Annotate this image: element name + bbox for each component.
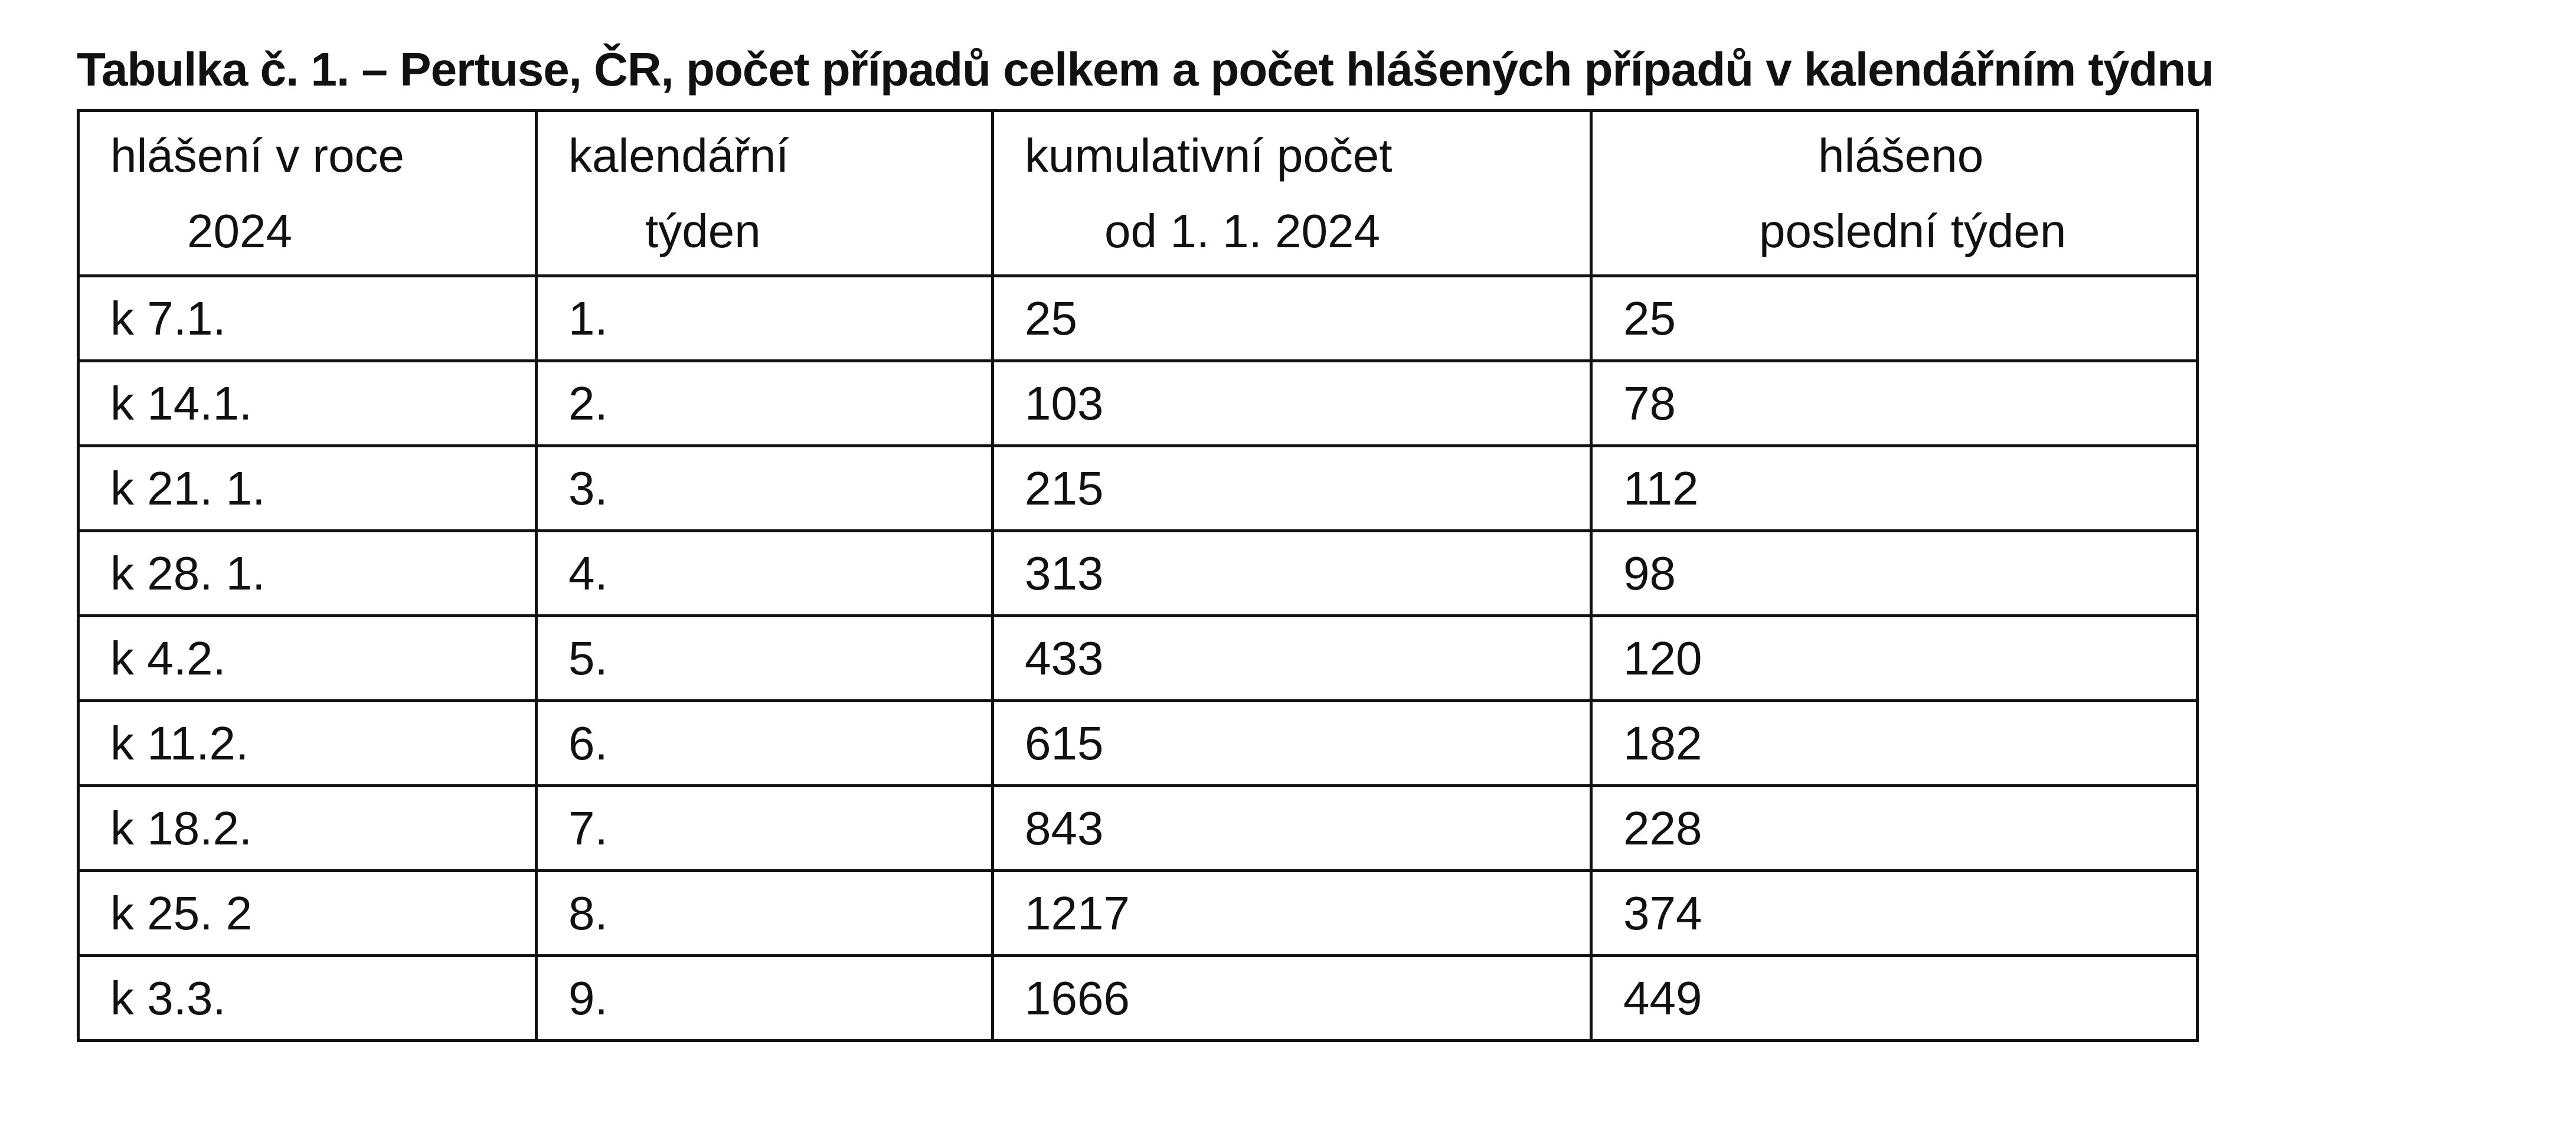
table-row [79,361,2198,446]
table-row [79,871,2198,956]
cell-report-date: k 14.1. [79,361,537,446]
cell-report-date: k 21. 1. [79,446,537,531]
cell-cumulative: 1217 [993,871,1591,956]
header-calendar-week-line2: týden [645,204,761,257]
header-calendar-week [537,111,993,276]
table-row [79,956,2198,1041]
cell-last-week: 374 [1591,871,2198,956]
cell-report-date: k 3.3. [79,956,537,1041]
cell-last-week: 120 [1591,616,2198,701]
cell-report-date: k 25. 2 [79,871,537,956]
cell-cumulative: 215 [993,446,1591,531]
table-row [79,276,2198,361]
cell-report-date: k 28. 1. [79,531,537,616]
cell-cumulative: 615 [993,701,1591,786]
cell-report-date: k 18.2. [79,786,537,871]
cell-week: 4. [537,531,993,616]
cell-cumulative: 103 [993,361,1591,446]
cell-week: 1. [537,276,993,361]
cell-last-week: 228 [1591,786,2198,871]
header-report-year-line1: hlášení v roce [110,129,405,182]
table-row [79,446,2198,531]
cell-week: 9. [537,956,993,1041]
table-row [79,616,2198,701]
header-reported-last-week-line2: poslední týden [1759,204,2067,257]
cell-last-week: 98 [1591,531,2198,616]
header-reported-last-week [1591,111,2198,276]
cell-cumulative: 1666 [993,956,1591,1041]
header-cumulative-count [993,111,1591,276]
header-cumulative-count-line2: od 1. 1. 2024 [1104,204,1381,257]
table-row [79,786,2198,871]
cell-week: 2. [537,361,993,446]
table-header-row [79,111,2198,276]
cell-report-date: k 7.1. [79,276,537,361]
cell-last-week: 449 [1591,956,2198,1041]
cell-week: 3. [537,446,993,531]
pertussis-table [77,109,2199,1042]
cell-cumulative: 843 [993,786,1591,871]
cell-week: 8. [537,871,993,956]
table-row [79,531,2198,616]
cell-last-week: 25 [1591,276,2198,361]
cell-last-week: 112 [1591,446,2198,531]
cell-last-week: 182 [1591,701,2198,786]
cell-cumulative: 25 [993,276,1591,361]
cell-last-week: 78 [1591,361,2198,446]
cell-week: 7. [537,786,993,871]
header-report-year-line2: 2024 [187,204,292,257]
header-report-year [79,111,537,276]
cell-cumulative: 313 [993,531,1591,616]
header-cumulative-count-line1: kumulativní počet [1025,129,1392,182]
cell-report-date: k 11.2. [79,701,537,786]
cell-cumulative: 433 [993,616,1591,701]
table-caption: Tabulka č. 1. – Pertuse, ČR, počet případů celkem a počet hlášených případů v kalendářním týdnu [77,43,2214,96]
header-reported-last-week-line1: hlášeno [1818,129,1984,182]
cell-week: 6. [537,701,993,786]
cell-report-date: k 4.2. [79,616,537,701]
header-calendar-week-line1: kalendářní [568,129,789,182]
table-row [79,701,2198,786]
cell-week: 5. [537,616,993,701]
